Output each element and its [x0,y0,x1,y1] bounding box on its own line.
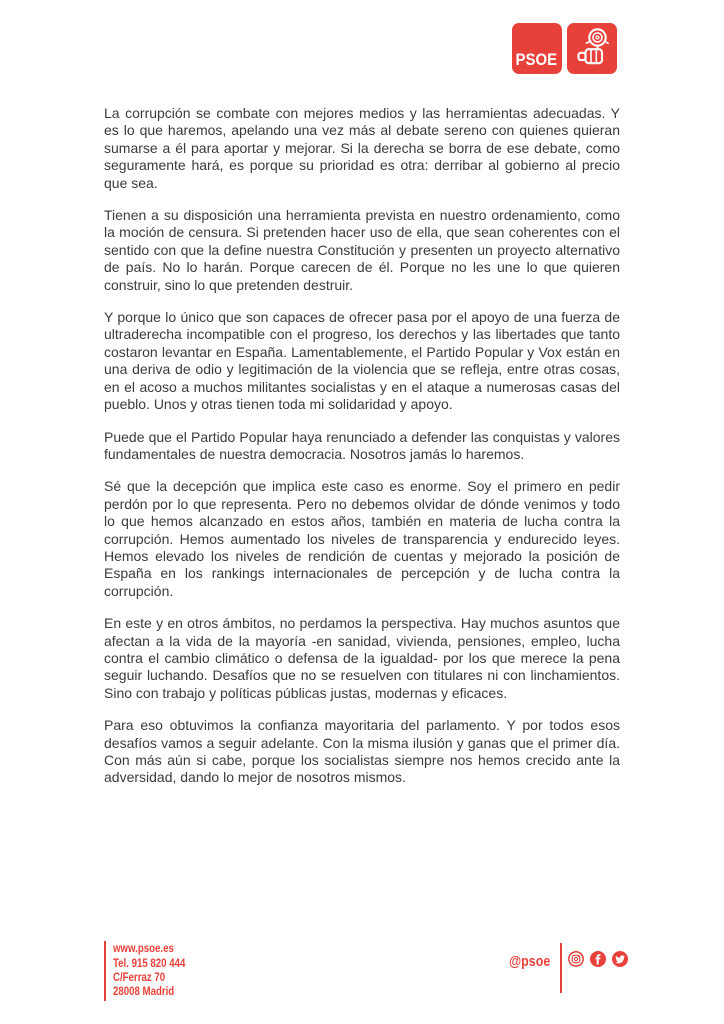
address-street: C/Ferraz 70 [113,972,166,984]
contact-block [104,941,199,1001]
paragraph: En este y en otros ámbitos, no perdamos la perspectiva. Hay muchos asuntos que afectan a la vida de la mayoría -en sanidad, vivienda, pensiones, empleo, lucha contra el cambio climático o defensa de la igualdad- por los que merece la pena seguir luchando. Desafíos que no se resuelven con titulares ni con linchamientos. Sino con trabajo y políticas públicas justas, modernas y eficaces. [104,615,620,701]
paragraph: La corrupción se combate con mejores medios y las herramientas adecuadas. Y es lo que haremos, apelando una vez más al debate sereno con quienes quieran sumarse a él para aportar y mejorar. Si la derecha se borra de ese debate, como seguramente hará, es porque su prioridad es otra: derribar al gobierno al precio que sea. [104,105,620,191]
social-icons [568,951,628,967]
social-handle: @psoe [509,954,551,970]
psoe-wordmark: PSOE [515,50,558,69]
paragraph: Sé que la decepción que implica este caso es enorme. Soy el primero en pedir perdón por lo que representa. Pero no debemos olvidar de dónde venimos y todo lo que hemos alcanzado en estos años, también en materia de lucha contra la corrupción. Hemos aumentado los niveles de transparencia y endurecido leyes. Hemos elevado los niveles de rendición de cuentas y mejorado la posición de España en los rankings internacionales de percepción y de lucha contra la corrupción. [104,478,620,599]
facebook-icon [590,951,606,967]
fist-and-rose-icon [567,23,617,74]
phone: Tel. 915 820 444 [113,957,186,970]
twitter-icon [612,951,628,967]
paragraph: Tienen a su disposición una herramienta prevista en nuestro ordenamiento, como la moción de censura. Si pretenden hacer uso de ella, que sean coherentes con el sentido con que la define nuestra Constitución y presenten un proyecto alternativo de país. No lo harán. Porque carecen de él. Porque no les une lo que quieren construir, sino lo que pretenden destruir. [104,207,620,293]
instagram-icon [568,951,584,967]
website: www.psoe.es [113,943,174,956]
address-city: 28008 Madrid [113,986,175,999]
psoe-wordmark-box [512,23,562,74]
paragraph: Puede que el Partido Popular haya renunciado a defender las conquistas y valores fundamentales de nuestra democracia. Nosotros jamás lo haremos. [104,428,620,462]
paragraph: Para eso obtuvimos la confianza mayoritaria del parlamento. Y por todos esos desafíos vamos a seguir adelante. Con la misma ilusión y ganas que el primer día. Con más aún si cabe, porque los socialistas siempre nos hemos crecido ante la adversidad, dando lo mejor de nosotros mismos. [104,717,620,786]
paragraph: Y porque lo único que son capaces de ofrecer pasa por el apoyo de una fuerza de ultraderecha incompatible con el progreso, los derechos y las libertades que tanto costaron levantar en España. Lamentablemente, el Partido Popular y Vox están en una deriva de odio y legitimación de la violencia que se refleja, entre otras cosas, en el acoso a muchos militantes socialistas y en el ataque a numerosas casas del pueblo. Unos y otras tienen toda mi solidaridad y apoyo. [104,309,620,413]
psoe-logo [512,23,617,74]
letter-body [104,105,620,802]
footer-divider [560,943,562,993]
